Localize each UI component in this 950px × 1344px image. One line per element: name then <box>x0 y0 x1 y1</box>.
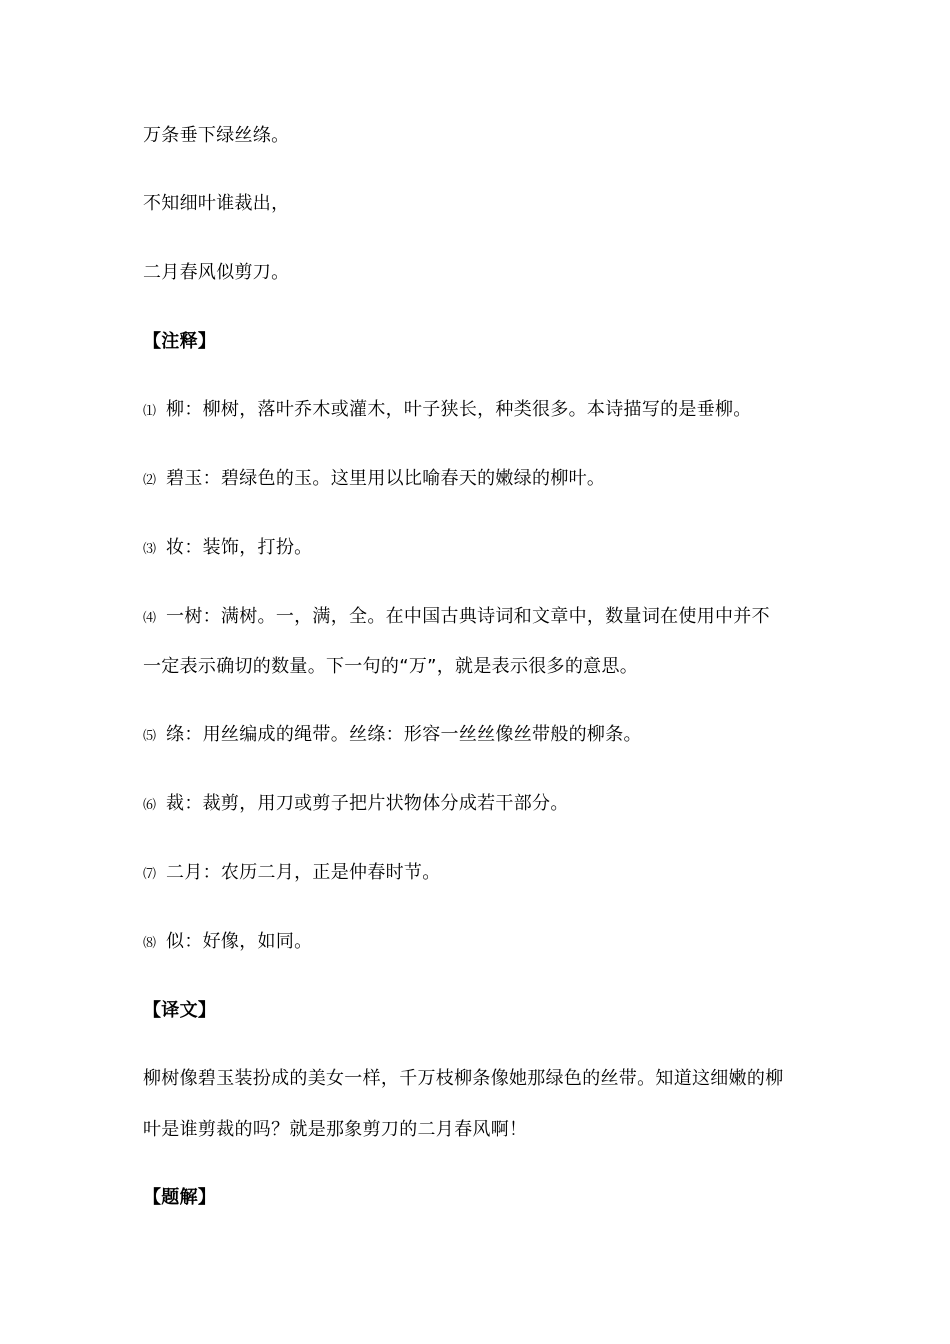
annotation-number: ⑶ <box>143 542 157 557</box>
annotation-text: 绦：用丝编成的绳带。丝绦：形容一丝丝像丝带般的柳条。 <box>166 724 642 745</box>
translation-heading: 【译文】 <box>143 1000 217 1021</box>
poem-line-1: 万条垂下绿丝绦。 <box>143 125 290 146</box>
annotation-item-4 <box>143 605 823 631</box>
annotation-number: ⑸ <box>143 729 157 744</box>
annotation-text: 妆：装饰，打扮。 <box>166 537 313 558</box>
annotation-number: ⑺ <box>143 867 157 882</box>
annotation-text: 裁：裁剪，用刀或剪子把片状物体分成若干部分。 <box>166 793 569 814</box>
annotation-item-3 <box>143 536 823 562</box>
annotation-text: 碧玉：碧绿色的玉。这里用以比喻春天的嫩绿的柳叶。 <box>166 468 606 489</box>
annotation-text: 二月：农历二月，正是仲春时节。 <box>166 862 441 883</box>
annotation-text: 似：好像，如同。 <box>166 931 313 952</box>
translation-line-2: 叶是谁剪裁的吗？就是那象剪刀的二月春风啊！ <box>143 1119 528 1140</box>
explanation-heading: 【题解】 <box>143 1187 217 1208</box>
translation-line-1: 柳树像碧玉装扮成的美女一样，千万枝柳条像她那绿色的丝带。知道这细嫩的柳 <box>143 1068 784 1089</box>
annotation-item-4-continuation: 一定表示确切的数量。下一句的“万”，就是表示很多的意思。 <box>143 656 639 677</box>
annotation-number: ⑷ <box>143 611 157 626</box>
annotation-text: 一树：满树。一，满，全。在中国古典诗词和文章中，数量词在使用中并不 <box>166 606 770 627</box>
annotation-item-8 <box>143 930 823 956</box>
annotation-item-5 <box>143 723 823 749</box>
annotation-number: ⑹ <box>143 798 157 813</box>
annotations-heading: 【注释】 <box>143 331 217 352</box>
annotation-number: ⑵ <box>143 473 157 488</box>
annotation-item-7 <box>143 861 823 887</box>
annotation-number: ⑻ <box>143 936 157 951</box>
annotation-item-6 <box>143 792 823 818</box>
annotation-number: ⑴ <box>143 404 157 419</box>
poem-line-2: 不知细叶谁裁出， <box>143 193 290 214</box>
annotation-item-1 <box>143 398 823 424</box>
poem-line-3: 二月春风似剪刀。 <box>143 262 290 283</box>
annotation-text: 柳：柳树，落叶乔木或灌木，叶子狭长，种类很多。本诗描写的是垂柳。 <box>166 399 752 420</box>
annotation-item-2 <box>143 467 823 493</box>
